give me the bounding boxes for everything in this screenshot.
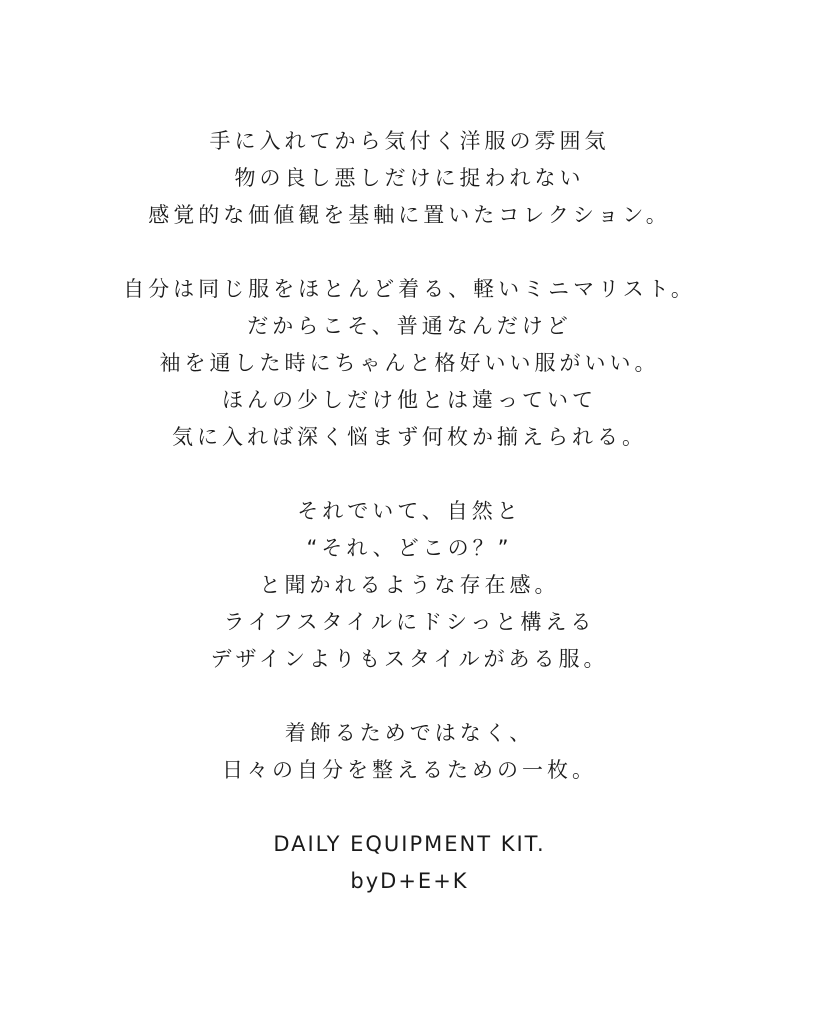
poem-line: 自分は同じ服をほとんど着る、軽いミニマリスト。 xyxy=(123,277,696,301)
brand-byline: byD+E+K xyxy=(350,869,469,893)
stanza-2 xyxy=(0,271,819,456)
poem-line: “それ、どこの？” xyxy=(306,536,513,560)
poem-line: ほんの少しだけ他とは違っていて xyxy=(222,388,597,412)
stanza-4 xyxy=(0,715,819,789)
stanza-1 xyxy=(0,123,819,234)
poem-line: 物の良し悪しだけに捉われない xyxy=(234,166,585,190)
poem-line: 手に入れてから気付く洋服の雰囲気 xyxy=(209,129,610,153)
poem-line: 日々の自分を整えるための一枚。 xyxy=(222,758,597,782)
poem-line: デザインよりもスタイルがある服。 xyxy=(210,647,609,671)
poem-line: だからこそ、普通なんだけど xyxy=(247,314,572,338)
poem-line: 感覚的な価値観を基軸に置いたコレクション。 xyxy=(148,203,671,227)
poem-text-block xyxy=(0,123,819,937)
poem-line: ライフスタイルにドシっと構える xyxy=(223,610,596,634)
brand-signature xyxy=(0,826,819,900)
poem-line: 袖を通した時にちゃんと格好いい服がいい。 xyxy=(159,351,660,375)
stanza-3 xyxy=(0,493,819,678)
poem-line: 着飾るためではなく、 xyxy=(284,721,535,745)
poem-line: と聞かれるような存在感。 xyxy=(259,573,560,597)
poem-line: 気に入れば深く悩まず何枚か揃えられる。 xyxy=(172,425,647,449)
poem-line: それでいて、自然と xyxy=(297,499,522,523)
brand-name: DAILY EQUIPMENT KIT. xyxy=(273,832,546,856)
